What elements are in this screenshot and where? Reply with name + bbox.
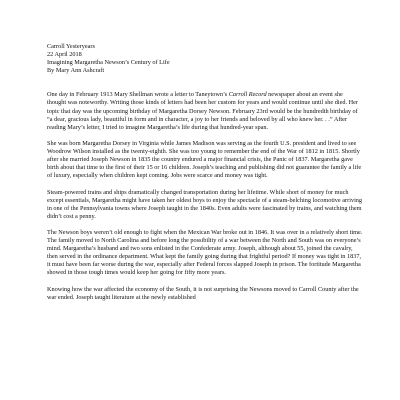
article-title: Imagining Margaretha Newson’s Century of Life <box>47 59 170 67</box>
paragraph-2: She was born Margaretha Dorsey in Virginia while James Madison was serving as the fourth U.S. president and lived to see Woodrow Wilson installed as the twenty-eighth. She was too young to remember the end of the War of 1812 in 1815. Shortly after she married Joseph Newson in 1835 the country endured a major financial crisis, the Panic of 1837. Margaretha gave birth about that time to the first of their 15 or 16 children. Joseph’s teaching and publishing did not guarantee the family a life of luxury, especially when children kept coming. Jobs were scarce and money was tight. <box>47 139 362 180</box>
article <box>47 43 363 302</box>
paragraph-3: Steam-powered trains and ships dramatically changed transportation during her lifetime. While short of money for much except essentials, Margaretha might have taken her oldest boys to enjoy the spectacle of a steam-belching locomotive arriving in one of the Pennsylvania towns where Joseph taught in the 1840s. Even adults were fascinated by trains, and watching them didn’t cost a penny. <box>47 188 363 220</box>
paragraph-5: Knowing how the war affected the economy of the South, it is not surprising the Newsons moved to Carroll County after the war ended. Joseph taught literature at the newly established <box>47 285 359 301</box>
paragraph-4: The Newson boys weren’t old enough to fight when the Mexican War broke out in 1846. It was over in a relatively short time. The family moved to North Carolina and before long the possibility of a war between the North and South was on everyone’s mind. Margaretha’s husband and two sons enlisted in the Confederate army. Joseph, although about 55, joined the cavalry, then served in the ordinance department. What kept the family going during that frightful period? If money was tight in 1837, it must have been far worse during the war, especially after Federal forces slapped Joseph in prison. The fortitude Margaretha showed in those tough times would keep her going for fifty more years. <box>47 228 363 277</box>
publication-date: 22 April 2018 <box>47 51 82 59</box>
byline: By Mary Ann Ashcraft <box>47 67 105 75</box>
column-name: Carroll Yesteryears <box>47 43 95 50</box>
newspaper-name: Carroll Record <box>228 91 267 99</box>
paragraph-1 <box>47 91 363 131</box>
paragraph-1-text-end: newspaper about an event she thought was noteworthy. Writing those kinds of letters had been her custom for years and would continue until she died. Her topic that day was the upcoming birthday of Margaretha Dorsey Newson. February 23rd would be the hundredth birthday of “a dear, gracious lady, beautiful in form and in character, a joy to her friends and beloved by all who knew her. . .” After reading Mary’s letter, I tried to imagine Margaretha’s life during that hundred-year span. <box>47 91 358 131</box>
paragraph-1-text-start: One day in February 1913 Mary Shellman wrote a letter to Taneytown’s <box>47 91 229 99</box>
article-header <box>47 43 363 75</box>
